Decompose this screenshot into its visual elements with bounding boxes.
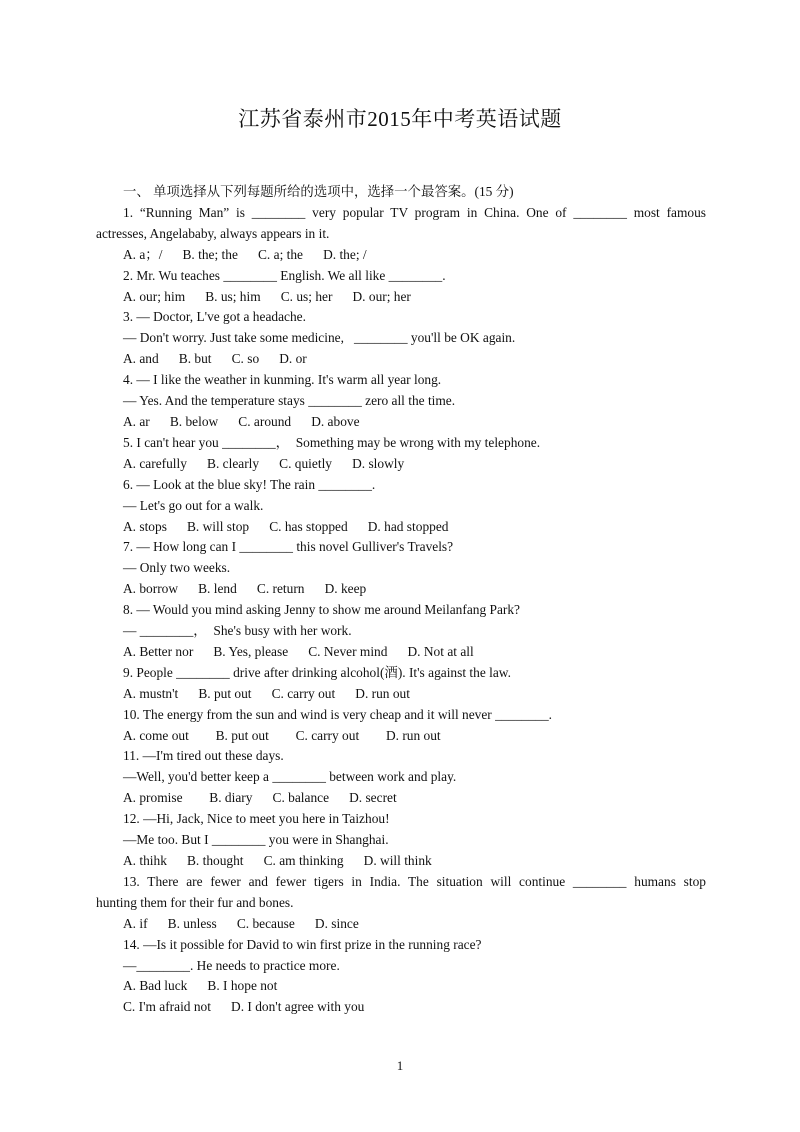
text-line: A. a；/ B. the; the C. a; the D. the; / — [123, 246, 367, 262]
text-line: — ________， She's busy with her work. — [123, 623, 352, 639]
text-line: A. thihk B. thought C. am thinking D. will think — [123, 853, 432, 868]
text-line: — Don't worry. Just take some medicine, ________ you'll be OK again. — [123, 330, 516, 346]
text-line: hunting them for their fur and bones. — [96, 894, 294, 910]
text-line: A. carefully B. clearly C. quietly D. slowly — [123, 455, 405, 471]
question-list — [96, 182, 706, 1018]
text-line: 1. “Running Man” is ________ very popular TV program in China. One of ________ most famous — [123, 204, 706, 220]
text-line: — Only two weeks. — [123, 560, 231, 576]
text-line: A. borrow B. lend C. return D. keep — [123, 581, 367, 597]
text-line: C. I'm afraid not D. I don't agree with you — [123, 999, 365, 1015]
text-line: 6. — Look at the blue sky! The rain ________. — [123, 476, 376, 492]
text-line: — Let's go out for a walk. — [123, 497, 264, 513]
text-line: 13. There are fewer and fewer tigers in India. The situation will continue ________ humans stop — [123, 873, 706, 889]
page-title: 江苏省泰州市2015年中考英语试题 — [238, 107, 562, 131]
text-line: 3. — Doctor, L've got a headache. — [123, 309, 306, 325]
text-line: actresses, Angelababy, always appears in it. — [96, 225, 330, 241]
text-line: —Me too. But I ________ you were in Shanghai. — [123, 832, 389, 848]
section-heading: 一、 单项选择从下列每题所给的选项中，选择一个最答案。(15 分) — [123, 184, 514, 199]
text-line: 14. —Is it possible for David to win first prize in the running race? — [123, 936, 482, 952]
text-line: 2. Mr. Wu teaches ________ English. We all like ________. — [123, 267, 446, 283]
text-line: 12. —Hi, Jack, Nice to meet you here in Taizhou! — [123, 811, 390, 827]
text-line: 4. — I like the weather in kunming. It's warm all year long. — [123, 372, 442, 388]
text-line: — Yes. And the temperature stays ________ zero all the time. — [123, 393, 456, 409]
text-line: 10. The energy from the sun and wind is very cheap and it will never ________. — [123, 706, 553, 722]
text-line: A. if B. unless C. because D. since — [123, 915, 359, 931]
text-line: A. stops B. will stop C. has stopped D. had stopped — [123, 518, 449, 534]
text-line: 7. — How long can I ________ this novel Gulliver's Travels? — [123, 539, 454, 555]
text-line: A. our; him B. us; him C. us; her D. our; her — [123, 288, 411, 304]
text-line: A. Better nor B. Yes, please C. Never mind D. Not at all — [123, 643, 474, 659]
text-line: A. come out B. put out C. carry out D. run out — [123, 727, 441, 743]
text-line: 9. People ________ drive after drinking alcohol(酒). It's against the law. — [123, 664, 511, 680]
text-line: A. ar B. below C. around D. above — [123, 413, 360, 429]
text-line: 8. — Would you mind asking Jenny to show me around Meilanfang Park? — [123, 602, 520, 618]
text-line: —________. He needs to practice more. — [123, 957, 340, 973]
text-line: A. mustn't B. put out C. carry out D. run out — [123, 685, 410, 701]
text-line: 5. I can't hear you ________， Something may be wrong with my telephone. — [123, 434, 541, 450]
page-number: 1 — [396, 1058, 404, 1073]
text-line: A. and B. but C. so D. or — [123, 351, 307, 367]
text-line: A. promise B. diary C. balance D. secret — [123, 790, 397, 806]
text-line: A. Bad luck B. I hope not — [123, 978, 278, 994]
text-line: —Well, you'd better keep a ________ between work and play. — [123, 769, 457, 785]
text-line: 11. —I'm tired out these days. — [123, 748, 284, 764]
